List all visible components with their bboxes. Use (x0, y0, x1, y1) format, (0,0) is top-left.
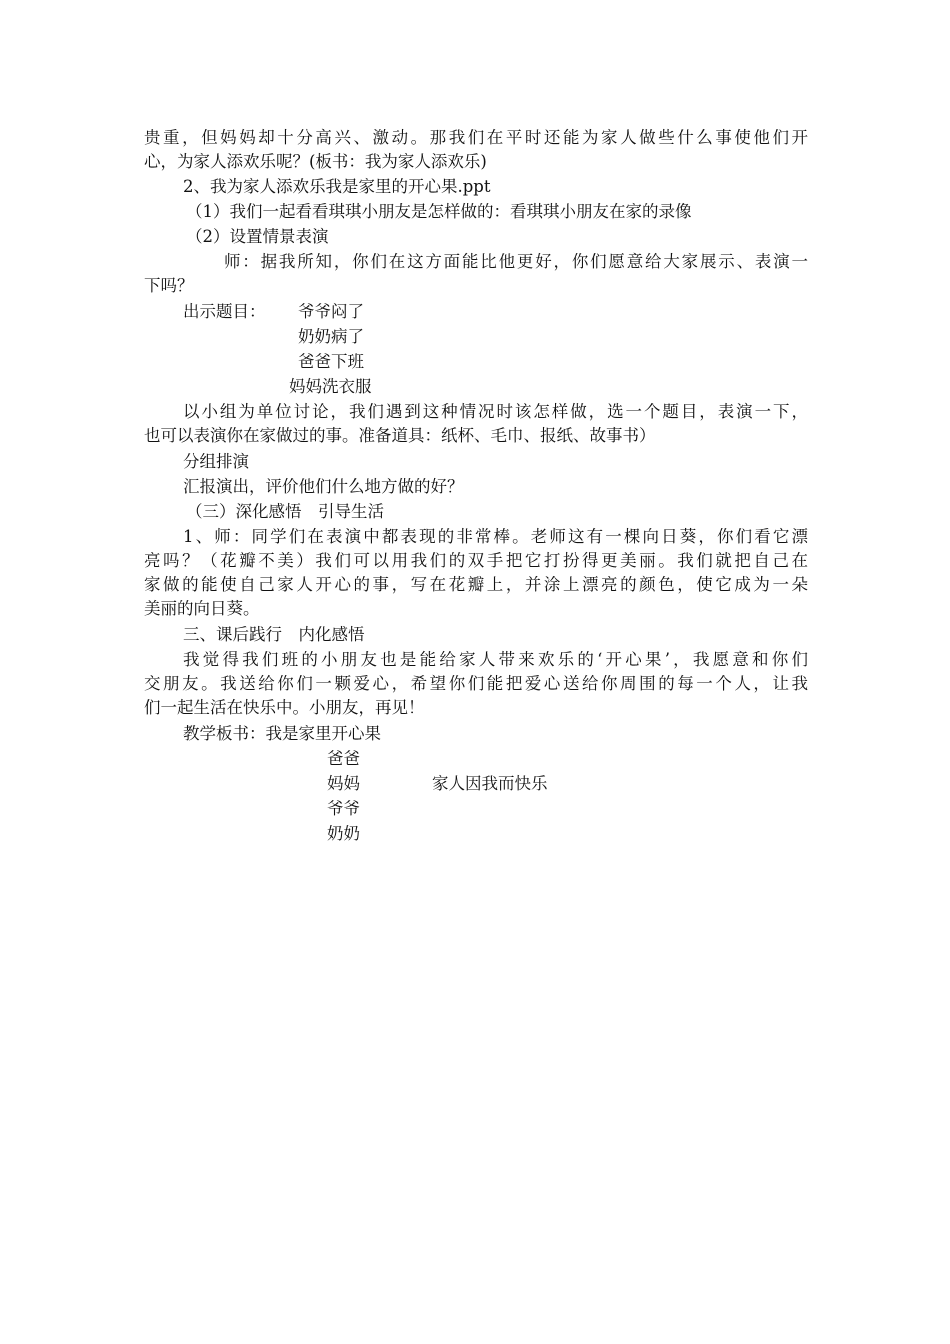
text-line: 以小组为单位讨论，我们遇到这种情况时该怎样做，选一个题目，表演一下， (183, 402, 808, 421)
text-line: 分组排演 (183, 452, 249, 471)
topic-grandpa: 爷爷闷了 (298, 302, 364, 321)
text-line: 汇报演出，评价他们什么地方做的好？ (183, 477, 464, 496)
text-line: 家做的能使自己家人开心的事，写在花瓣上，并涂上漂亮的颜色，使它成为一朵 (144, 575, 808, 594)
text-line: （1）我们一起看看琪琪小朋友是怎样做的：看琪琪小朋友在家的录像 (186, 202, 692, 221)
text-line: 贵重，但妈妈却十分高兴、激动。那我们在平时还能为家人做些什么事使他们开 (144, 128, 808, 147)
board-summary: 家人因我而快乐 (432, 774, 548, 793)
text-line: 师：据我所知，你们在这方面能比他更好，你们愿意给大家展示、表演一 (224, 252, 808, 271)
text-line: 2、我为家人添欢乐我是家里的开心果.ppt (183, 177, 491, 196)
text-line: 下吗？ (144, 276, 194, 295)
section-heading: （三）深化感悟 引导生活 (186, 502, 384, 521)
text-line: 美丽的向日葵。 (144, 599, 260, 618)
text-line: 亮吗？（花瓣不美）我们可以用我们的双手把它打扮得更美丽。我们就把自己在 (144, 551, 808, 570)
topic-grandma: 奶奶病了 (298, 327, 364, 346)
board-item-grandpa: 爷爷 (327, 799, 360, 818)
text-line: 1、师：同学们在表演中都表现的非常棒。老师这有一棵向日葵，你们看它漂 (183, 527, 808, 546)
board-item-mom: 妈妈 (327, 774, 360, 793)
text-line: 出示题目： (183, 302, 266, 321)
board-title: 教学板书：我是家里开心果 (183, 724, 381, 743)
text-line: 我觉得我们班的小朋友也是能给家人带来欢乐的‘开心果’，我愿意和你们 (183, 650, 808, 669)
section-heading: 三、课后践行 内化感悟 (183, 625, 365, 644)
text-line: 们一起生活在快乐中。小朋友，再见！ (144, 698, 425, 717)
text-line: 心，为家人添欢乐呢？(板书：我为家人添欢乐) (144, 152, 487, 171)
text-line: 交朋友。我送给你们一颗爱心，希望你们能把爱心送给你周围的每一个人，让我 (144, 674, 808, 693)
topic-mom: 妈妈洗衣服 (289, 377, 372, 396)
topic-dad: 爸爸下班 (298, 352, 364, 371)
board-item-grandma: 奶奶 (327, 824, 360, 843)
text-line: 也可以表演你在家做过的事。准备道具：纸杯、毛巾、报纸、故事书） (144, 426, 656, 445)
board-item-dad: 爸爸 (327, 749, 360, 768)
text-line: （2）设置情景表演 (186, 227, 329, 246)
